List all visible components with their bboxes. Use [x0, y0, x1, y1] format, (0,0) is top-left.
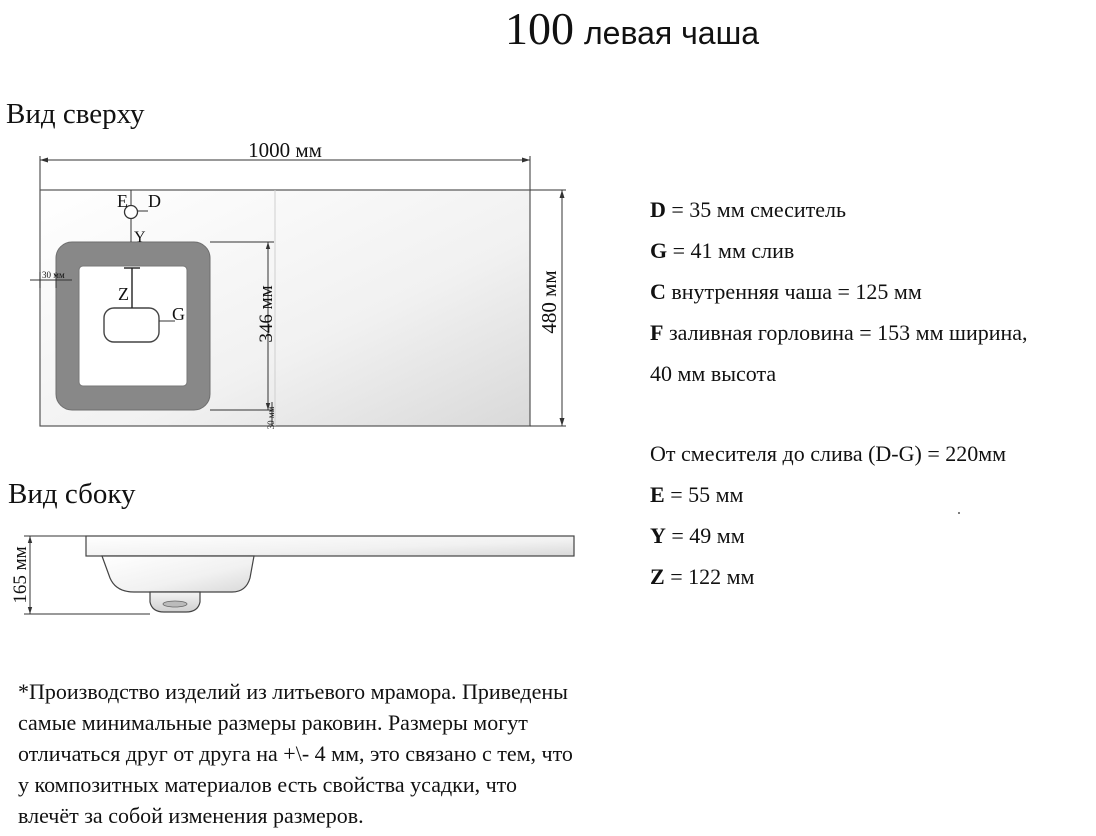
drain-outline: [104, 308, 159, 342]
side-bowl: [102, 556, 254, 592]
model-number: 100: [505, 3, 574, 54]
marker-e: E: [117, 191, 128, 211]
marker-z: Z: [118, 284, 129, 304]
note-line: у композитных материалов есть свойства усадки, что: [18, 772, 518, 797]
marker-y: Y: [134, 229, 146, 246]
marker-g: G: [172, 304, 185, 324]
spec-d: D = 35 мм смеситель: [650, 197, 847, 222]
side-view-label: Вид сбоку: [8, 478, 136, 510]
arrow-icon: [40, 158, 48, 163]
side-countertop: [86, 536, 574, 556]
left-edge-label: 30 мм: [42, 270, 65, 280]
production-note: [18, 676, 698, 831]
spec-f-height: 40 мм высота: [650, 361, 777, 386]
spec-d-g-distance: От смесителя до слива (D-G) = 220мм: [650, 441, 1007, 466]
spec-e: E = 55 мм: [650, 482, 744, 507]
bottom-edge-label: 30 мм: [266, 406, 276, 430]
bowl-dimension-label: 346 мм: [256, 285, 277, 343]
specifications-list: [650, 194, 1090, 602]
arrow-icon: [28, 536, 32, 543]
drain-hole-icon: [163, 601, 187, 607]
arrow-icon: [28, 607, 32, 614]
spec-z: Z = 122 мм: [650, 564, 755, 589]
arrow-icon: [560, 190, 565, 198]
arrow-icon: [522, 158, 530, 163]
note-line: самые минимальные размеры раковин. Размеры могут: [18, 710, 528, 735]
spec-y: Y = 49 мм: [650, 523, 745, 548]
marker-d: D: [148, 191, 161, 211]
spec-g: G = 41 мм слив: [650, 238, 795, 263]
note-line: влечёт за собой изменения размеров.: [18, 803, 364, 828]
top-view-label: Вид сверху: [6, 98, 145, 130]
height-dimension-label: 480 мм: [537, 270, 561, 334]
side-dimension-label: 165 мм: [10, 546, 31, 604]
model-variant: левая чаша: [584, 15, 760, 51]
note-line: *Производство изделий из литьевого мрамора. Приведены: [18, 679, 568, 704]
side-view: [10, 536, 574, 614]
width-dimension-label: 1000 мм: [248, 138, 322, 162]
top-view: [30, 138, 566, 429]
note-line: отличаться друг от друга на +\- 4 мм, это связано с тем, что: [18, 741, 573, 766]
stray-dot: [958, 512, 960, 514]
spec-f: F заливная горловина = 153 мм ширина,: [650, 320, 1028, 345]
spec-c: C внутренняя чаша = 125 мм: [650, 279, 922, 304]
arrow-icon: [560, 418, 565, 426]
